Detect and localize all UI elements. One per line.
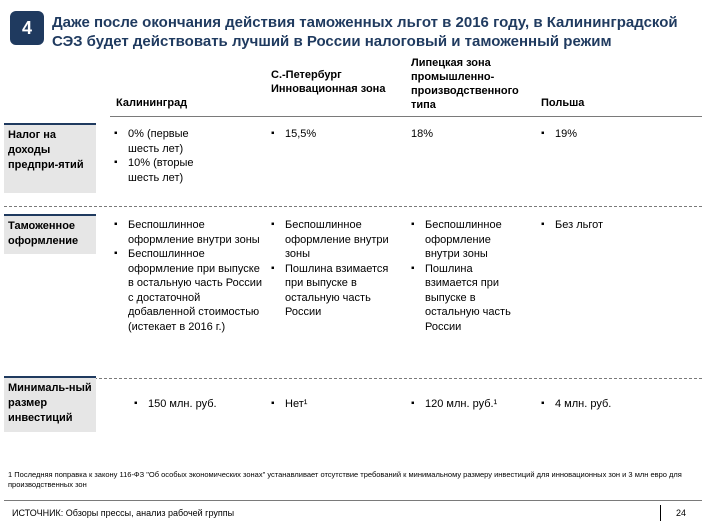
list-item: ▪ 0% (первые шесть лет) [114,127,214,156]
cell-customs-poland [541,218,661,233]
list-item: ▪ Беспошлинное оформление внутри зоны [271,218,389,262]
list-item: ▪ Беспошлинное оформление при выпуске в остальную часть России с достаточной добавленной стоимостью (истекает в 2016 г.) [114,247,266,334]
row-label-tax: Налог на доходы предпри-ятий [4,123,96,193]
page-number-separator [660,505,661,521]
slide-title: Даже после окончания действия таможенных льгот в 2016 году, в Калининградской СЭЗ будет действовать лучший в России налоговый и таможенный режим [52,14,678,50]
list-item: ▪ 120 млн. руб.¹ [411,397,531,412]
list-item: ▪ Нет¹ [271,397,391,412]
list-item: ▪ Пошлина взимается при выпуске в остальную часть России [411,262,523,335]
column-header-poland: Польша [541,97,585,109]
header-divider [110,116,702,117]
cell-invest-lipetsk [411,397,531,412]
cell-tax-spb [271,127,391,142]
cell-tax-kaliningrad [114,127,214,185]
column-header-spb: С.-Петербург Инновационная зона [271,69,386,95]
cell-customs-lipetsk [411,218,523,334]
row-divider [4,206,702,207]
cell-invest-spb [271,397,391,412]
source-note: ИСТОЧНИК: Обзоры прессы, анализ рабочей группы [12,508,235,518]
cell-tax-poland [541,127,661,142]
list-item: ▪ 15,5% [271,127,391,142]
list-item: ▪ 19% [541,127,661,142]
cell-tax-lipetsk [411,127,531,142]
list-item: 18% [411,128,434,140]
column-header-kaliningrad: Калининград [116,97,188,109]
list-item: ▪ Беспошлинное оформление внутри зоны [114,218,266,247]
list-item: ▪ 150 млн. руб. [134,397,264,412]
list-item: ▪ 10% (вторые шесть лет) [114,156,214,185]
cell-invest-poland [541,397,661,412]
row-divider [4,378,702,379]
cell-customs-kaliningrad [114,218,266,334]
list-item: ▪ Без льгот [541,218,661,233]
cell-invest-kaliningrad [134,397,264,412]
page-number: 24 [676,508,687,518]
row-label-customs: Таможенное оформление [4,214,96,254]
list-item: ▪ 4 млн. руб. [541,397,661,412]
slide-number-badge: 4 [10,11,44,45]
cell-customs-spb [271,218,389,320]
footnote: 1 Последняя поправка к закону 116-ФЗ "Об особых экономических зонах" устанавливает отсутствие требований к минимальному размеру инвестиций для инновационных зон и 3 млн евро для производственных зон [8,470,682,489]
column-header-lipetsk: Липецкая зона промышленно-производственного типа [411,57,519,111]
list-item: ▪ Беспошлинное оформление внутри зоны [411,218,523,262]
list-item: ▪ Пошлина взимается при выпуске в остальную часть России [271,262,389,320]
row-label-min-investment: Минималь-ный размер инвестиций [4,376,96,432]
footer-divider [4,500,702,501]
